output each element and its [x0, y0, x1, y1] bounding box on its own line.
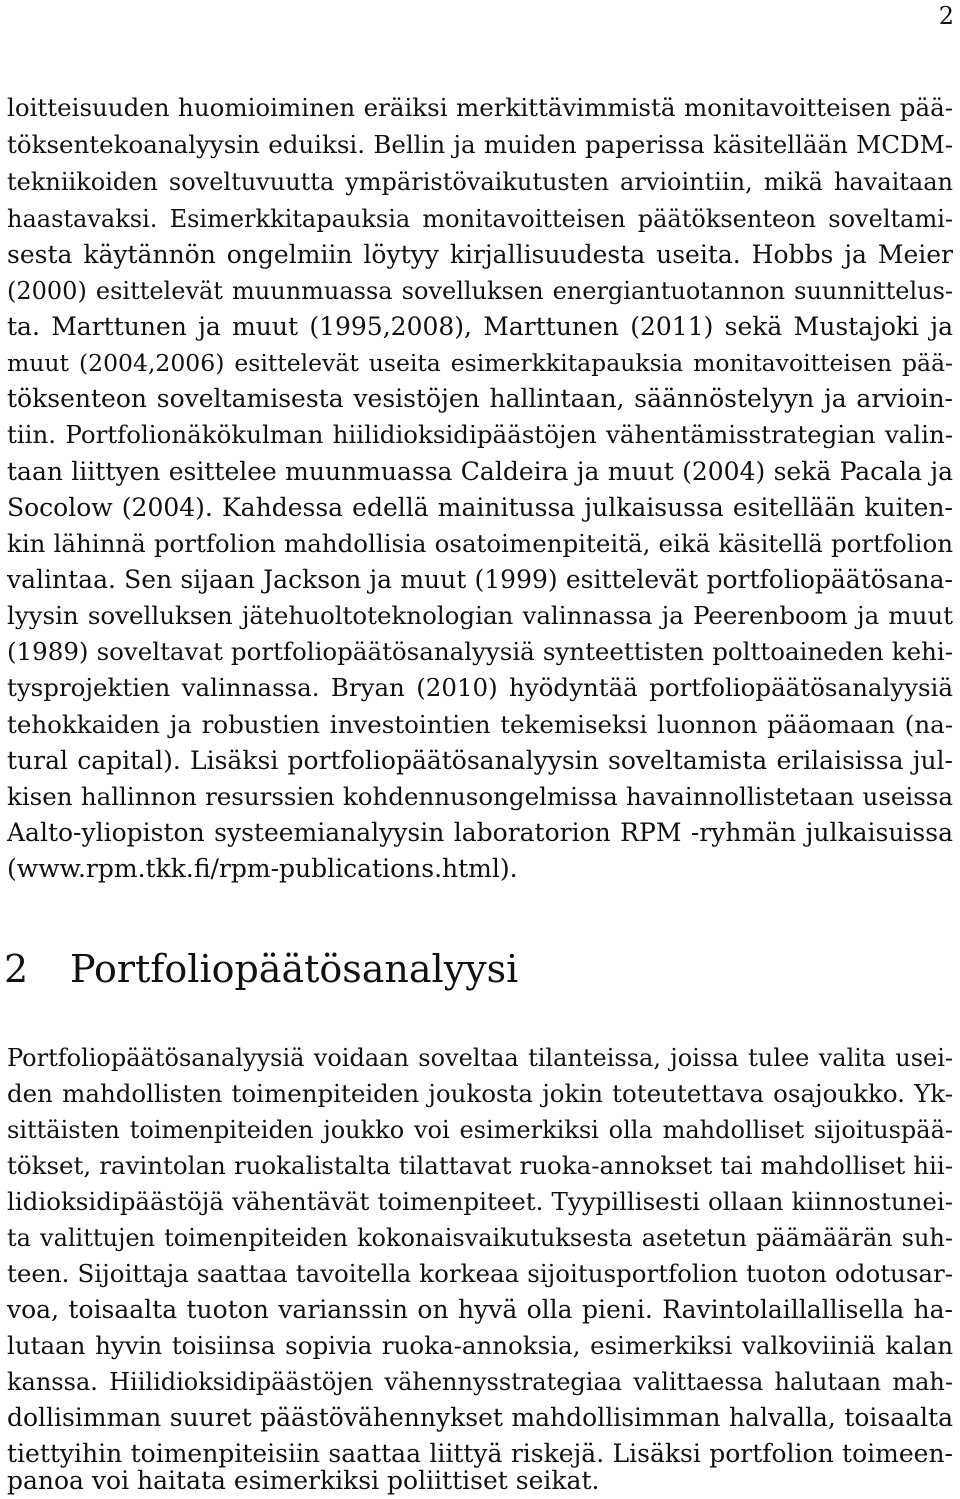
paragraph-line: teen. Sijoittaja saattaa tavoitella korkeaa sijoitusportfolion tuoton odotusar- — [7, 1259, 953, 1288]
paragraph-line: (2000) esittelevät muunmuassa sovelluksen energiantuotannon suunnittelus- — [7, 277, 953, 305]
paragraph-line: panoa voi haitata esimerkiksi poliittiset seikat. — [7, 1466, 600, 1495]
paragraph-line: tökset, ravintolan ruokalistalta tilattavat ruoka-annokset tai mahdolliset hii- — [7, 1151, 953, 1180]
paragraph-line: lutaan hyvin toisiinsa sopivia ruoka-annoksia, esimerkiksi valkoviiniä kalan — [7, 1331, 953, 1360]
paragraph-line: taan liittyen esittelee muunmuassa Caldeira ja muut (2004) sekä Pacala ja — [7, 457, 953, 486]
paragraph-line: haastavaksi. Esimerkkitapauksia monitavoitteisen päätöksenteon soveltami- — [7, 205, 953, 233]
paragraph-line: tural capital). Lisäksi portfoliopäätösanalyysin soveltamista erilaisissa jul- — [7, 746, 953, 775]
paragraph-line: töksentekoanalyysin eduiksi. Bellin ja muiden paperissa käsitellään MCDM- — [7, 130, 953, 159]
paragraph-line: tiettyihin toimenpiteisiin saattaa liittyä riskejä. Lisäksi portfolion toimeen- — [7, 1439, 953, 1468]
section-heading — [4, 946, 944, 992]
paragraph-line: tehokkaiden ja robustien investointien tekemiseksi luonnon pääomaan (na- — [7, 710, 953, 739]
paragraph-line: töksenteon soveltamisesta vesistöjen hallintaan, säännöstelyyn ja arvioin- — [7, 384, 953, 413]
section-title: Portfoliopäätösanalyysi — [70, 947, 519, 991]
paragraph-line: ta. Marttunen ja muut (1995,2008), Marttunen (2011) sekä Mustajoki ja — [7, 312, 953, 341]
paragraph-line: lidioksidipäästöjä vähentävät toimenpiteet. Tyypillisesti ollaan kiinnostunei- — [7, 1187, 953, 1216]
page-number: 2 — [938, 2, 954, 30]
paragraph-line: kin lähinnä portfolion mahdollisia osatoimenpiteitä, eikä käsitellä portfolion — [7, 529, 953, 558]
paragraph-line: tysprojektien valinnassa. Bryan (2010) hyödyntää portfoliopäätösanalyysiä — [7, 673, 953, 702]
paragraph-line: Socolow (2004). Kahdessa edellä mainitussa julkaisussa esitellään kuiten- — [7, 493, 953, 522]
paragraph-line: loitteisuuden huomioiminen eräiksi merkittävimmistä monitavoitteisen pää- — [7, 93, 953, 122]
paragraph-line: kanssa. Hiilidioksidipäästöjen vähennysstrategiaa valittaessa halutaan mah- — [7, 1368, 953, 1396]
paragraph-line: voa, toisaalta tuoton varianssin on hyvä olla pieni. Ravintolaillallisella ha- — [7, 1295, 953, 1324]
paragraph-line: sesta käytännön ongelmiin löytyy kirjallisuudesta useita. Hobbs ja Meier — [7, 240, 953, 269]
paragraph-line: muut (2004,2006) esittelevät useita esimerkkitapauksia monitavoitteisen pää- — [7, 349, 953, 377]
paragraph-line: valintaa. Sen sijaan Jackson ja muut (1999) esittelevät portfoliopäätösana- — [7, 565, 953, 594]
paragraph-line: (www.rpm.tkk.fi/rpm-publications.html). — [7, 854, 518, 883]
paragraph-line: tiin. Portfolionäkökulman hiilidioksidipäästöjen vähentämisstrategian valin- — [7, 420, 953, 449]
paragraph-line: dollisimman suuret päästövähennykset mahdollisimman halvalla, toisaalta — [7, 1403, 953, 1432]
paragraph-line: ta valittujen toimenpiteiden kokonaisvaikutuksesta asetetun päämäärän suh- — [7, 1224, 953, 1252]
paragraph-line: lyysin sovelluksen jätehuoltoteknologian valinnassa ja Peerenboom ja muut — [7, 601, 953, 630]
paragraph-line: sittäisten toimenpiteiden joukko voi esimerkiksi olla mahdolliset sijoituspää- — [7, 1116, 953, 1144]
section-number: 2 — [4, 947, 29, 991]
paragraph-line: (1989) soveltavat portfoliopäätösanalyysiä synteettisten polttoaineden kehi- — [7, 637, 953, 666]
paragraph-line: tekniikoiden soveltuvuutta ympäristövaikutusten arviointiin, mikä havaitaan — [7, 168, 953, 196]
paragraph-line: den mahdollisten toimenpiteiden joukosta jokin toteutettava osajoukko. Yk- — [7, 1079, 953, 1108]
paragraph-line: Aalto-yliopiston systeemianalyysin laboratorion RPM -ryhmän julkaisuissa — [7, 818, 953, 847]
paragraph-line: kisen hallinnon resurssien kohdennusongelmissa havainnollistetaan useissa — [7, 782, 953, 811]
paragraph-line: Portfoliopäätösanalyysiä voidaan soveltaa tilanteissa, joissa tulee valita usei- — [7, 1044, 953, 1072]
